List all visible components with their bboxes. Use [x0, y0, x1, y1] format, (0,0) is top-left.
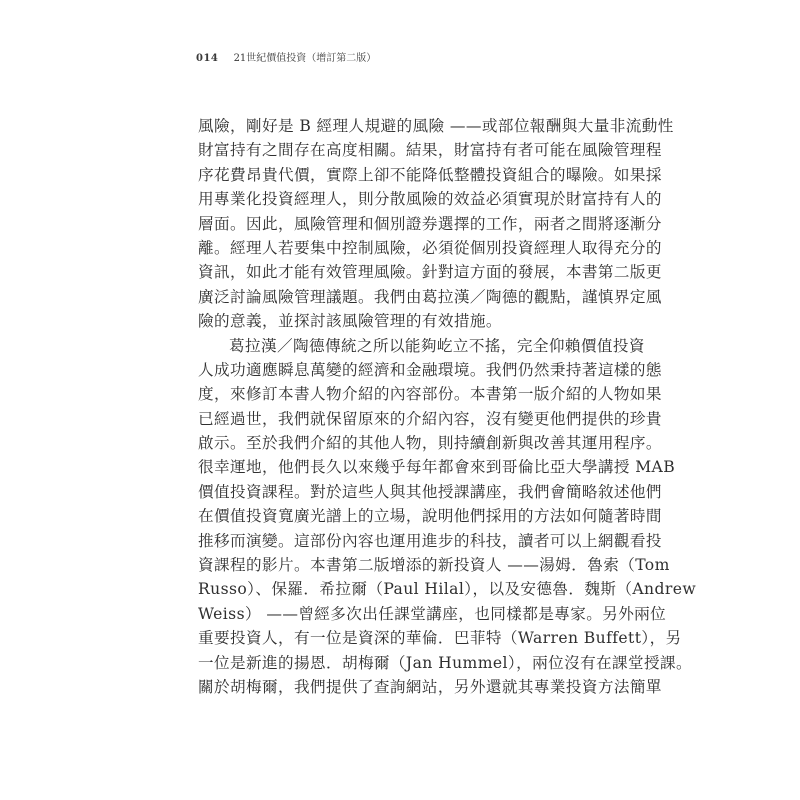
text-line: 重要投資人，有一位是資深的華倫．巴菲特（Warren Buffett），另 [198, 629, 682, 648]
text-line: 資課程的影片。本書第二版增添的新投資人 ——湯姆．魯索（Tom [198, 556, 670, 575]
text-line: 用專業化投資經理人，則分散風險的效益必須實現於財富持有人的 [198, 190, 662, 209]
text-line: 推移而演變。這部份內容也運用進步的科技，讀者可以上網觀看投 [198, 531, 662, 550]
body-text [198, 114, 697, 699]
text-line: 險的意義，並探討該風險管理的有效措施。 [198, 312, 502, 331]
text-line: Russo）、保羅．希拉爾（Paul Hilal），以及安德魯．魏斯（Andrew [198, 580, 697, 599]
text-line: 資訊，如此才能有效管理風險。針對這方面的發展，本書第二版更 [198, 263, 662, 282]
text-line: 一位是新進的揚恩．胡梅爾（Jan Hummel），兩位沒有在課堂授課。 [198, 653, 693, 672]
text-line: 很幸運地，他們長久以來幾乎每年都會來到哥倫比亞大學講授 MAB [198, 458, 676, 477]
text-line: 價值投資課程。對於這些人與其他授課講座，我們會簡略敘述他們 [198, 482, 662, 501]
text-line: 關於胡梅爾，我們提供了查詢網站，另外還就其專業投資方法簡單 [198, 677, 662, 696]
text-line: 廣泛討論風險管理議題。我們由葛拉漢／陶德的觀點，謹慎界定風 [198, 287, 662, 306]
text-line: 已經過世，我們就保留原來的介紹內容，沒有變更他們提供的珍貴 [198, 409, 662, 428]
running-header [196, 52, 376, 66]
text-line: 度，來修訂本書人物介紹的內容部份。本書第一版介紹的人物如果 [198, 385, 662, 404]
text-line: 啟示。至於我們介紹的其他人物，則持續創新與改善其運用程序。 [198, 434, 662, 453]
text-line: 層面。因此，風險管理和個別證券選擇的工作，兩者之間將逐漸分 [198, 214, 662, 233]
text-line: 在價值投資寬廣光譜上的立場，說明他們採用的方法如何隨著時間 [198, 507, 662, 526]
page-number: 014 [196, 53, 219, 64]
text-line: 序花費昂貴代價，實際上卻不能降低整體投資組合的曝險。如果採 [198, 165, 662, 184]
text-line: Weiss） ——曾經多次出任課堂講座，也同樣都是專家。另外兩位 [198, 604, 667, 623]
text-line: 人成功適應瞬息萬變的經濟和金融環境。我們仍然秉持著這樣的態 [198, 360, 662, 379]
book-title: 21世紀價值投資（增訂第二版） [233, 53, 377, 64]
text-line: 離。經理人若要集中控制風險，必須從個別投資經理人取得充分的 [198, 238, 662, 257]
text-line: 風險，剛好是 B 經理人規避的風險 ——或部位報酬與大量非流動性 [198, 117, 674, 135]
paragraph-first-line: 葛拉漢／陶德傳統之所以能夠屹立不搖，完全仰賴價值投資 [229, 336, 645, 355]
text-line: 財富持有之間存在高度相關。結果，財富持有者可能在風險管理程 [198, 141, 662, 160]
